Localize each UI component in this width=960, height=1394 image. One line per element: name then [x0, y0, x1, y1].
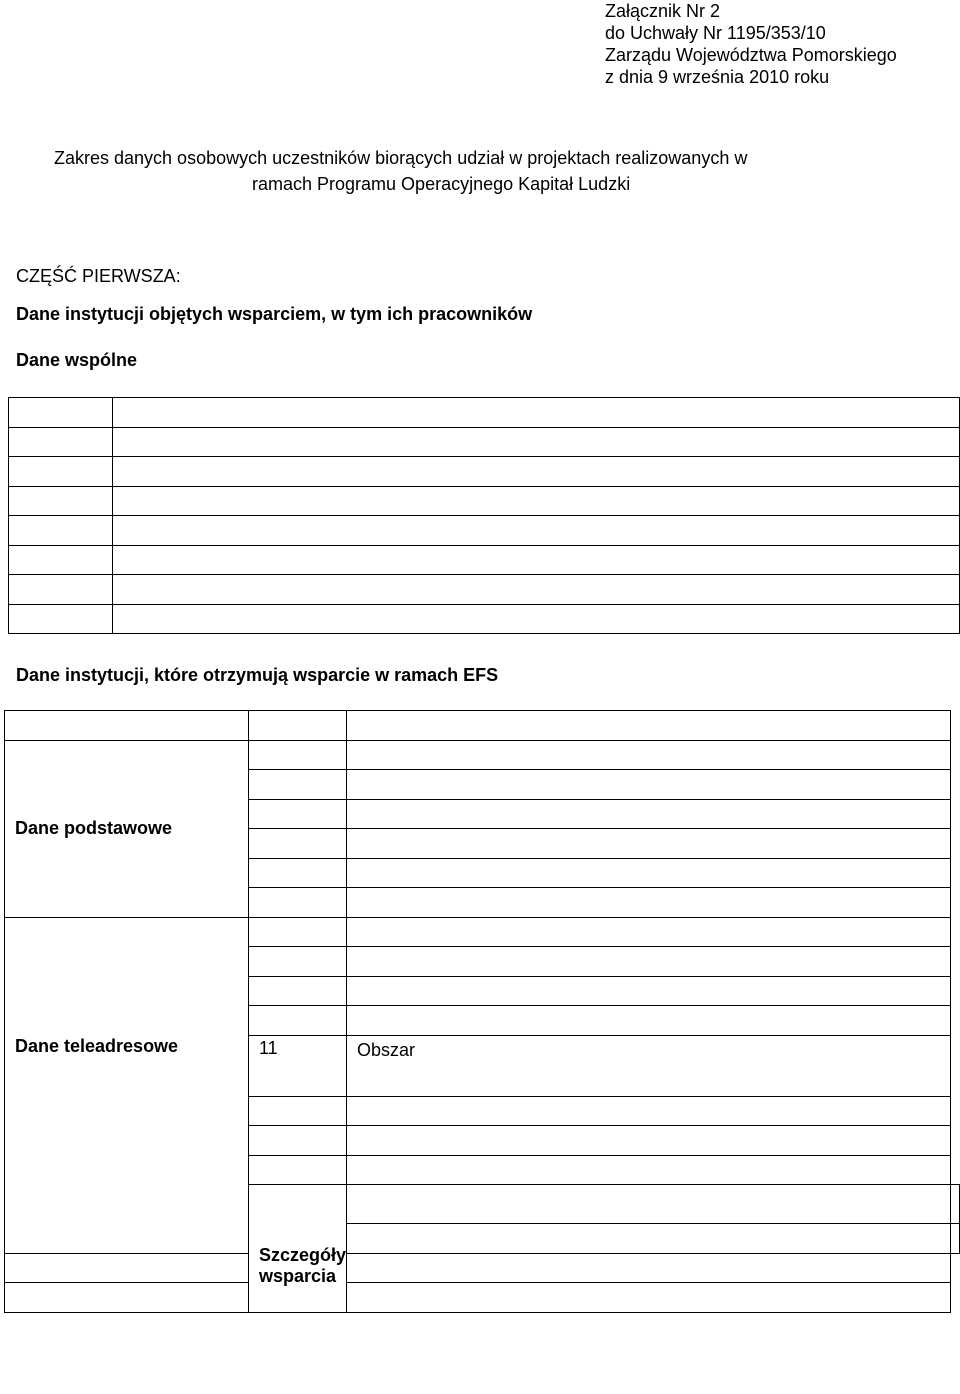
section-basic-data: Dane podstawowe — [5, 740, 249, 917]
table-cell[interactable] — [347, 1253, 951, 1283]
row-label-obszar: Obszar — [347, 1035, 951, 1096]
table-cell[interactable] — [9, 604, 113, 634]
table-cell[interactable] — [347, 770, 951, 800]
table-row — [9, 545, 960, 575]
title-line-2: ramach Programu Operacyjnego Kapitał Ludzki — [252, 174, 631, 194]
table-cell[interactable] — [249, 770, 347, 800]
section-contact-data: Dane teleadresowe — [5, 917, 249, 1253]
attachment-number: Załącznik Nr 2 — [605, 1, 721, 21]
table-row — [9, 427, 960, 457]
section-institutions-heading: Dane instytucji objętych wsparciem, w tym ich pracowników — [16, 304, 533, 324]
table-cell[interactable] — [249, 740, 347, 770]
table-cell[interactable] — [9, 575, 113, 605]
table-cell[interactable] — [9, 545, 113, 575]
table-row — [5, 1253, 960, 1283]
table-row — [5, 711, 960, 741]
table-cell[interactable] — [249, 829, 347, 859]
table-cell[interactable] — [347, 711, 951, 741]
table-cell[interactable] — [113, 457, 960, 487]
table-cell[interactable] — [9, 516, 113, 546]
table-cell[interactable] — [249, 917, 347, 947]
table-row — [9, 457, 960, 487]
table-cell[interactable] — [347, 1224, 951, 1254]
part-heading: CZĘŚĆ PIERWSZA: — [16, 266, 181, 286]
table-cell[interactable] — [5, 1283, 249, 1313]
table-cell[interactable] — [347, 1185, 951, 1224]
table-cell[interactable] — [347, 829, 951, 859]
table-cell[interactable] — [347, 740, 951, 770]
table-cell[interactable] — [347, 947, 951, 977]
table-cell[interactable] — [113, 486, 960, 516]
table-cell[interactable] — [113, 398, 960, 428]
table-cell[interactable] — [113, 545, 960, 575]
table-row — [9, 516, 960, 546]
table-cell[interactable] — [249, 947, 347, 977]
table-cell[interactable] — [347, 858, 951, 888]
table-cell[interactable] — [951, 1185, 960, 1224]
common-data-table — [8, 397, 960, 634]
document-title — [54, 145, 934, 197]
table-cell[interactable] — [9, 398, 113, 428]
table-cell[interactable] — [347, 917, 951, 947]
table-cell[interactable] — [5, 711, 249, 741]
table-row — [5, 917, 960, 947]
table-cell[interactable] — [347, 1096, 951, 1126]
table-cell[interactable] — [249, 1126, 347, 1156]
table-row — [9, 575, 960, 605]
table-row — [9, 486, 960, 516]
title-line-1: Zakres danych osobowych uczestników biorących udział w projektach realizowanych w — [54, 148, 748, 168]
table-row — [9, 604, 960, 634]
efs-institution-table — [4, 710, 960, 1313]
table-cell[interactable] — [347, 1006, 951, 1036]
table-cell[interactable] — [9, 427, 113, 457]
table-cell[interactable] — [9, 457, 113, 487]
row-number: 11 — [249, 1035, 347, 1096]
table-cell[interactable] — [347, 1126, 951, 1156]
table-cell[interactable] — [249, 888, 347, 918]
table-row — [5, 740, 960, 770]
table-cell[interactable] — [9, 486, 113, 516]
table-cell[interactable] — [347, 799, 951, 829]
table-cell[interactable] — [249, 976, 347, 1006]
table-cell[interactable] — [113, 427, 960, 457]
common-data-heading: Dane wspólne — [16, 350, 138, 370]
section-efs-heading: Dane instytucji, które otrzymują wsparcie w ramach EFS — [16, 665, 499, 685]
resolution-date: z dnia 9 września 2010 roku — [605, 67, 830, 87]
table-row — [5, 1283, 960, 1313]
table-cell[interactable] — [113, 516, 960, 546]
table-cell[interactable] — [113, 604, 960, 634]
section-support-details: Szczegóły wsparcia — [249, 1185, 347, 1313]
table-cell[interactable] — [5, 1253, 249, 1283]
table-cell[interactable] — [347, 1283, 951, 1313]
table-cell[interactable] — [347, 1155, 951, 1185]
table-cell[interactable] — [113, 575, 960, 605]
table-cell[interactable] — [347, 888, 951, 918]
table-cell[interactable] — [249, 799, 347, 829]
table-row — [9, 398, 960, 428]
resolution-number: do Uchwały Nr 1195/353/10 — [605, 23, 826, 43]
table-cell[interactable] — [249, 1155, 347, 1185]
table-cell[interactable] — [951, 1224, 960, 1254]
table-cell[interactable] — [249, 858, 347, 888]
table-cell[interactable] — [347, 976, 951, 1006]
board-name: Zarządu Województwa Pomorskiego — [605, 45, 897, 65]
attachment-header — [605, 0, 897, 88]
table-cell[interactable] — [249, 711, 347, 741]
table-cell[interactable] — [249, 1006, 347, 1036]
table-cell[interactable] — [249, 1096, 347, 1126]
